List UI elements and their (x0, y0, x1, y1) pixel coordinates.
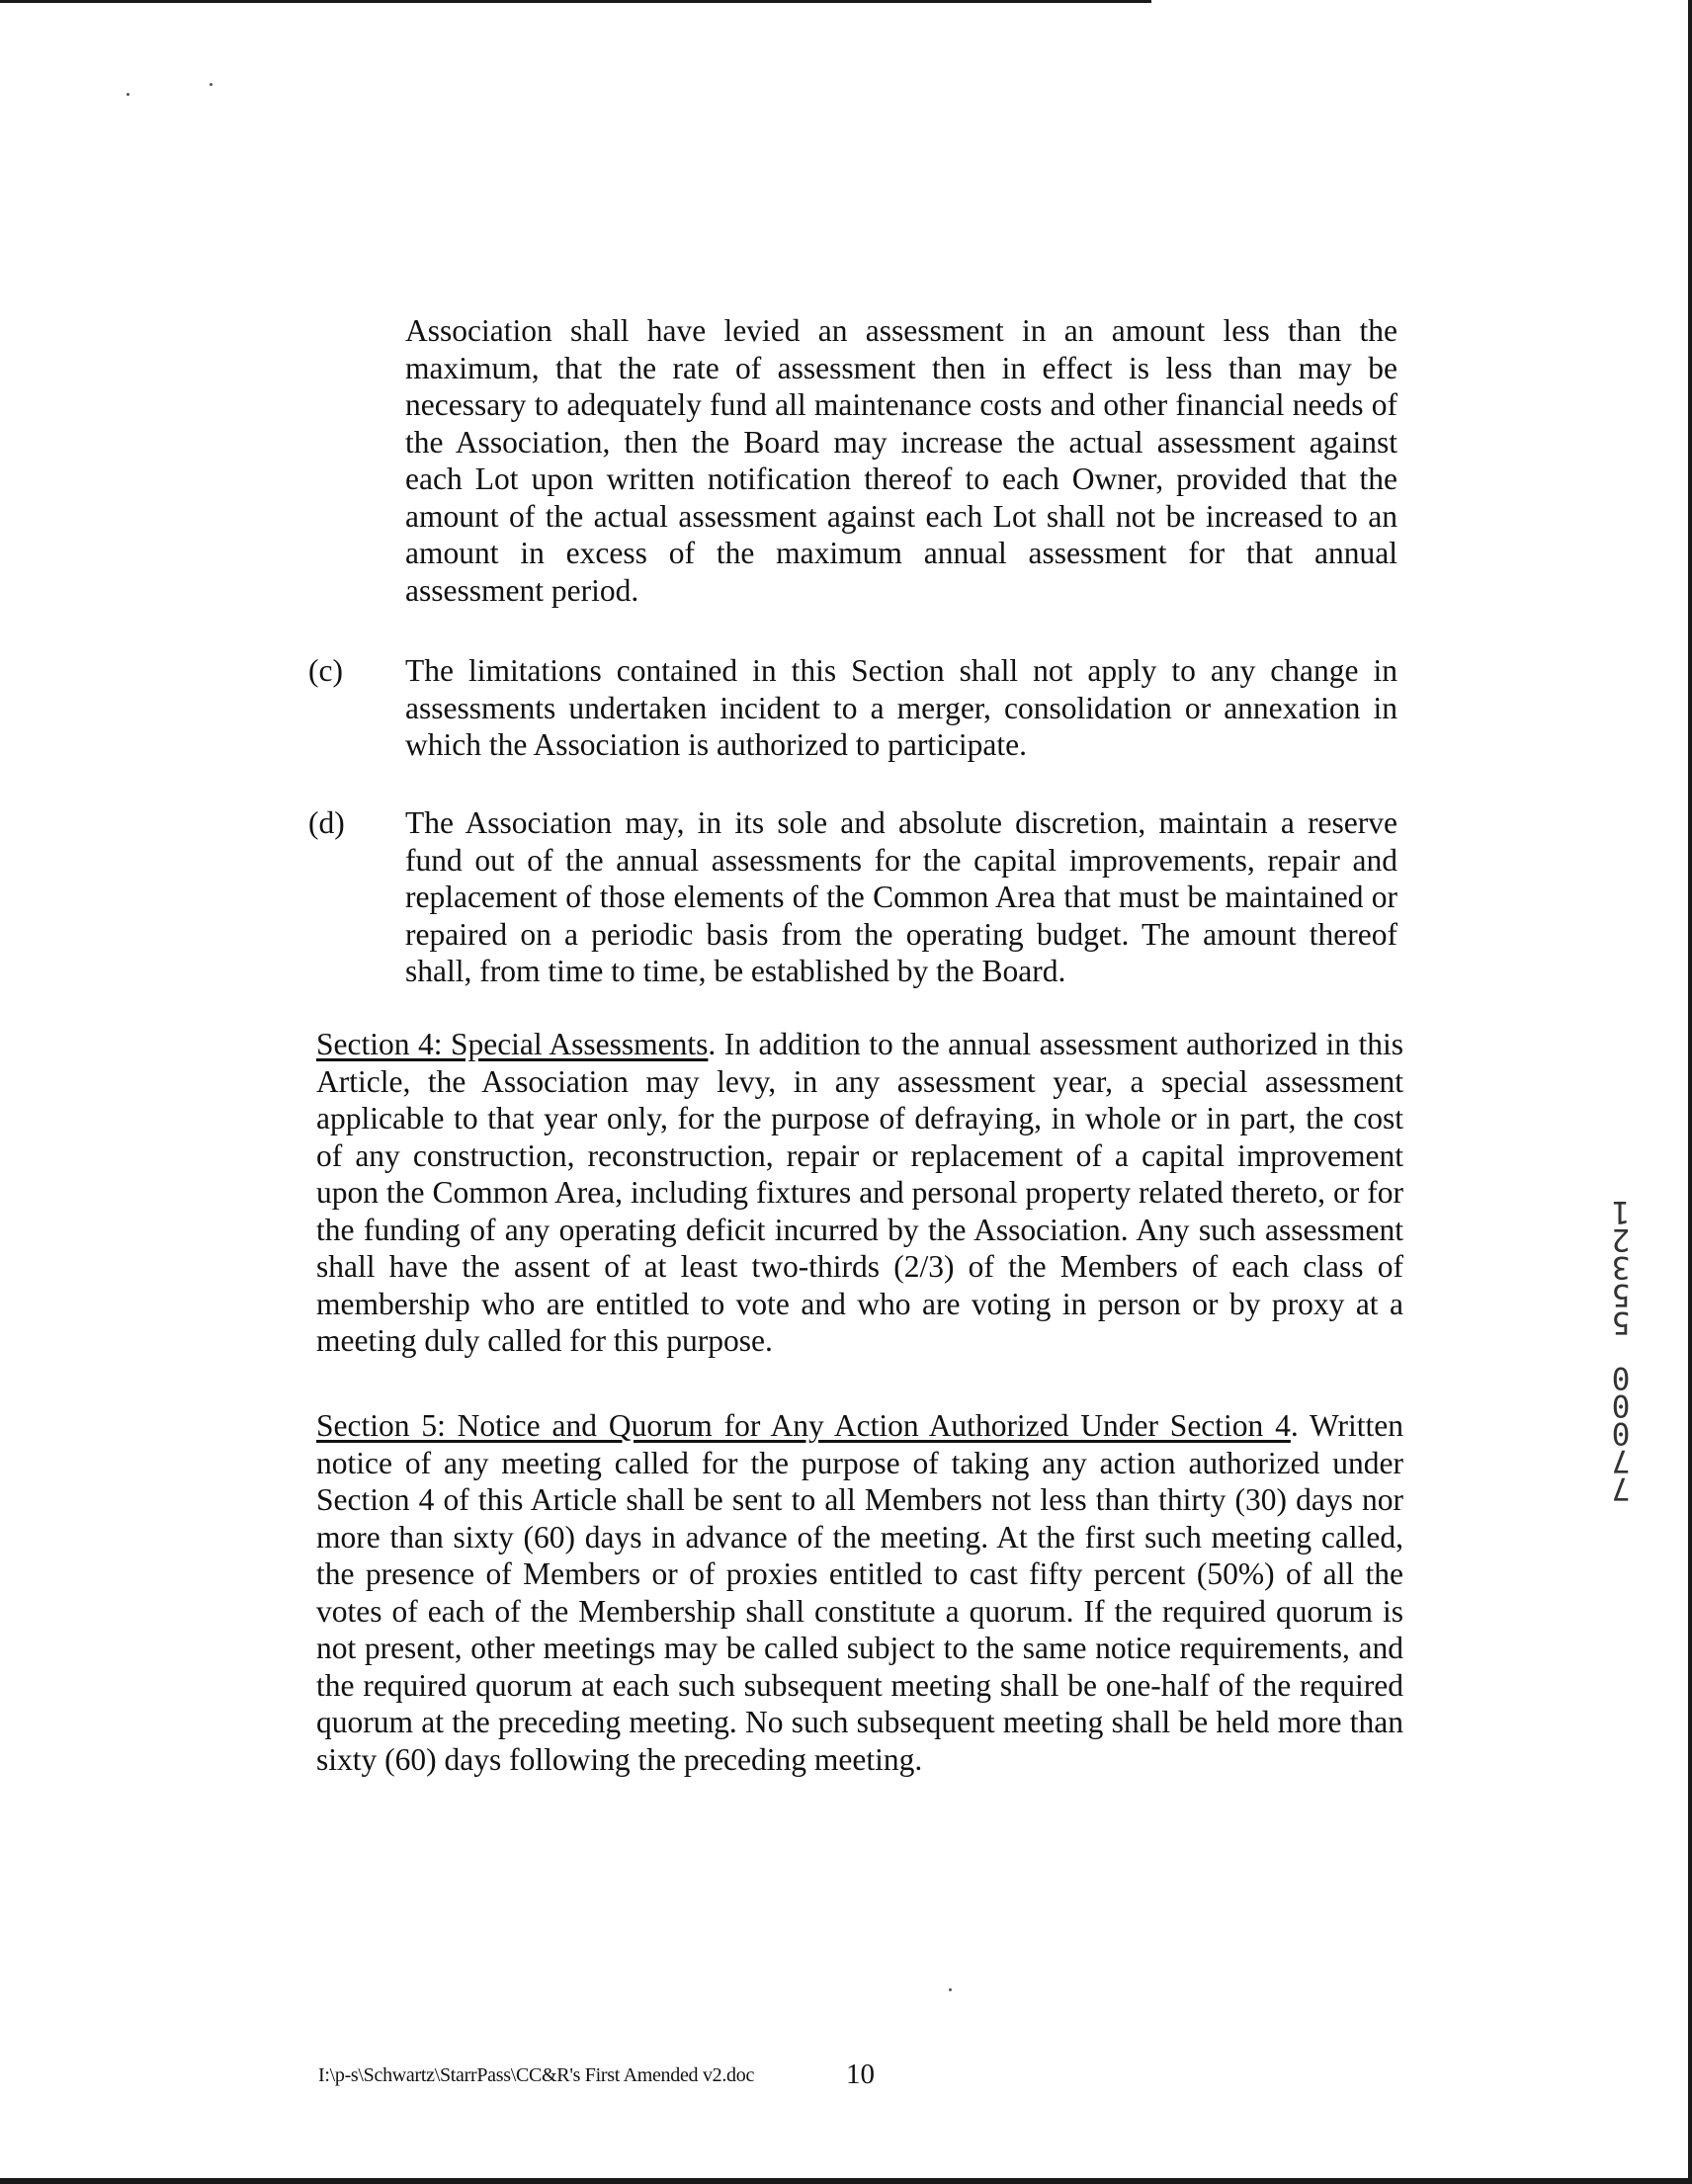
stamp-digit: 0 (1611, 1387, 1631, 1423)
section-4-heading: Section 4: Special Assessments (316, 1027, 709, 1061)
stamp-digit: 1 (1611, 1194, 1631, 1229)
page-number: 10 (846, 2058, 875, 2090)
scan-speck (127, 93, 129, 96)
stamp-digit: 7 (1611, 1443, 1631, 1478)
item-d-marker: (d) (308, 805, 345, 840)
stamp-digit: 5 (1611, 1277, 1631, 1312)
scan-border-bottom (0, 2178, 1692, 2184)
recording-stamp (1603, 1194, 1639, 1506)
item-c-marker: (c) (308, 653, 343, 688)
section-5-paragraph (316, 1407, 1403, 1778)
continuation-paragraph: Association shall have levied an assessment in an amount less than the maximum, that the rate of assessment then in effect is less than may be necessary to adequately fund all maintenance costs and other financial needs of the Association, then the Board may increase the actual assessment against each Lot upon written notification thereof to each Owner, provided that the amount of the actual assessment against each Lot shall not be increased to an amount in excess of the maximum annual assessment for that annual assessment period. (405, 313, 1397, 608)
section-4-paragraph (316, 1026, 1403, 1360)
scan-border-top (0, 0, 1151, 3)
footer-file-path: I:\p-s\Schwartz\StarrPass\CC&R's First Amended v2.doc (318, 2064, 755, 2086)
item-d-paragraph: The Association may, in its sole and absolute discretion, maintain a reserve fund out of the annual assessments for the capital improvements, repair and replacement of those elements of the Common Area that must be maintained or repaired on a periodic basis from the operating budget. The amount thereof shall, from time to time, be established by the Board. (405, 805, 1397, 988)
stamp-digit: 0 (1611, 1415, 1631, 1451)
stamp-digit: 0 (1611, 1360, 1631, 1395)
stamp-digit: 7 (1611, 1470, 1631, 1506)
scan-speck (949, 1988, 952, 1991)
scan-speck (210, 83, 212, 86)
section-5-body: . Written notice of any meeting called for the purpose of taking any action authorized under Section 4 of this Article shall be sent to all Members not less than thirty (30) days nor more than sixty (60) days in advance of the meeting. At the first such meeting called, the presence of Members or of proxies entitled to cast fifty percent (50%) of all the votes of each of the Membership shall constitute a quorum. If the required quorum is not present, other meetings may be called subject to the same notice requirements, and the required quorum at each such subsequent meeting shall be one-half of the required quorum at the preceding meeting. No such subsequent meeting shall be held more than sixty (60) days following the preceding meeting. (316, 1408, 1403, 1777)
scan-border-right (1688, 0, 1692, 2184)
section-4-body: . In addition to the annual assessment authorized in this Article, the Association may levy, in any assessment year, a special assessment applicable to that year only, for the purpose of defraying, in whole or in part, the cost of any construction, reconstruction, repair or replacement of a capital improvement upon the Common Area, including fixtures and personal property related thereto, or for the funding of any operating deficit incurred by the Association. Any such assessment shall have the assent of at least two-thirds (2/3) of the Members of each class of membership who are entitled to vote and who are voting in person or by proxy at a meeting duly called for this purpose. (316, 1027, 1403, 1358)
stamp-digit: 5 (1611, 1304, 1631, 1340)
item-c-paragraph: The limitations contained in this Section shall not apply to any change in assessments undertaken incident to a merger, consolidation or annexation in which the Association is authorized to participate. (405, 653, 1397, 762)
section-5-heading: Section 5: Notice and Quorum for Any Action Authorized Under Section 4 (316, 1408, 1291, 1443)
stamp-digit: 2 (1611, 1221, 1631, 1257)
stamp-digit: 3 (1611, 1249, 1631, 1285)
